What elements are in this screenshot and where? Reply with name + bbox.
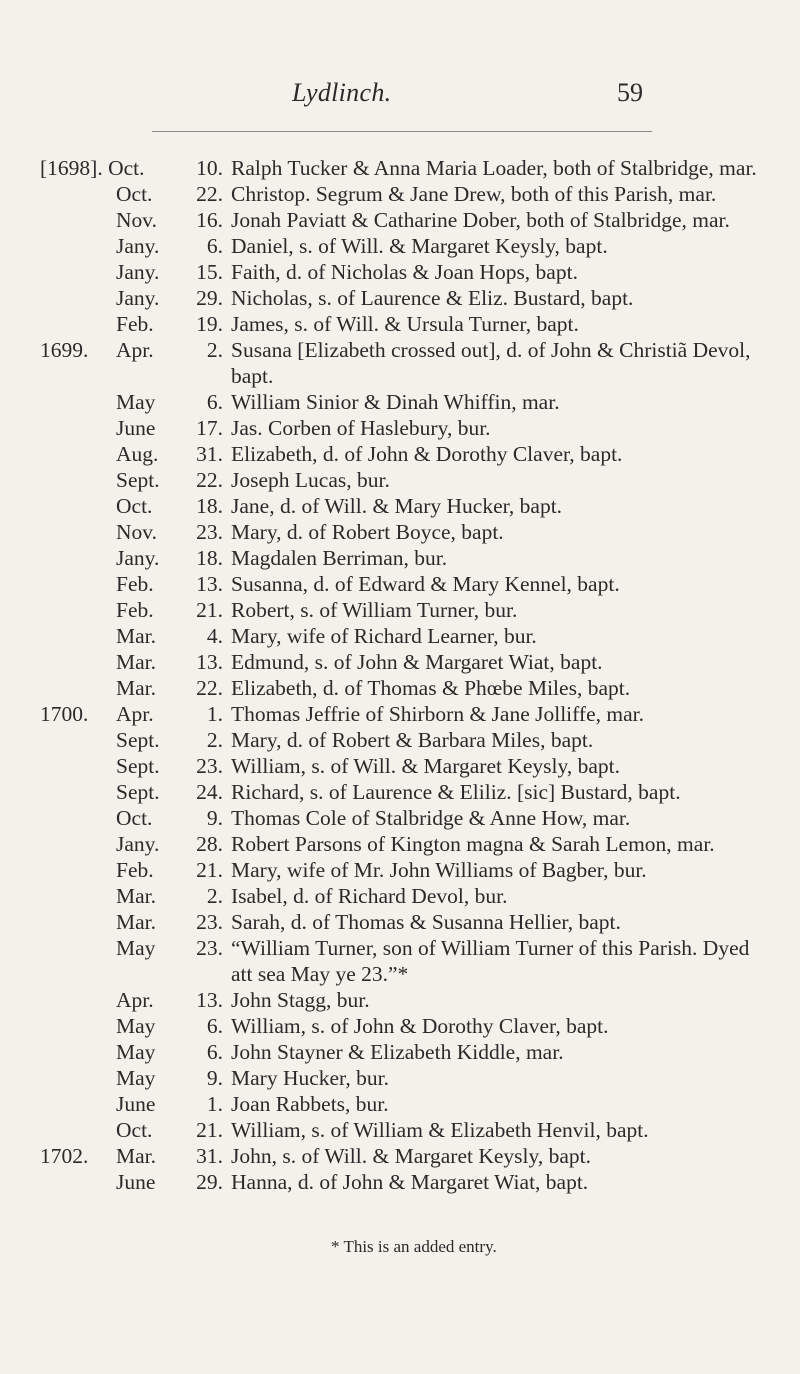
entry-day: 16.: [196, 208, 223, 232]
entry-day: 18.: [196, 494, 223, 518]
register-entry: [0, 1117, 800, 1143]
entry-text: Thomas Jeffrie of Shirborn & Jane Jolliffe, mar.: [231, 702, 644, 726]
entry-text: Jane, d. of Will. & Mary Hucker, bapt.: [231, 494, 563, 518]
entry-text: Joan Rabbets, bur.: [231, 1092, 389, 1116]
entry-month: May: [116, 1066, 156, 1090]
entry-text: John Stagg, bur.: [231, 988, 370, 1012]
entry-day: 21.: [196, 1118, 223, 1142]
margin-spacer: [0, 597, 40, 623]
entry-text: Nicholas, s. of Laurence & Eliz. Bustard, bapt.: [231, 286, 634, 310]
entry-text: Isabel, d. of Richard Devol, bur.: [231, 884, 508, 908]
entry-year: [40, 441, 116, 467]
entry-year: [40, 805, 116, 831]
entry-year: [40, 649, 116, 675]
margin-spacer: [0, 1117, 40, 1143]
margin-spacer: [0, 831, 40, 857]
register-entry: [0, 389, 800, 415]
entry-month: June: [116, 416, 156, 440]
entry-month: Apr.: [116, 988, 154, 1012]
entry-month: Mar.: [116, 624, 157, 648]
entry-month: May: [116, 936, 156, 960]
register-entry: [0, 155, 800, 181]
entry-day: 6.: [206, 1040, 223, 1064]
margin-spacer: [0, 493, 40, 519]
entry-month: Jany.: [116, 832, 160, 856]
margin-spacer: [0, 207, 40, 233]
entry-text: William, s. of William & Elizabeth Henvil, bapt.: [231, 1118, 649, 1142]
entry-year: [40, 831, 116, 857]
entry-text: Edmund, s. of John & Margaret Wiat, bapt.: [231, 650, 603, 674]
entry-text: John, s. of Will. & Margaret Keysly, bapt.: [231, 1144, 592, 1168]
margin-spacer: [0, 337, 40, 389]
entry-month: May: [116, 390, 156, 414]
register-entry: [0, 779, 800, 805]
entry-month: Mar.: [116, 676, 157, 700]
entry-month: Oct.: [116, 806, 153, 830]
entry-month: Jany.: [116, 286, 160, 310]
entry-day: 6.: [206, 390, 223, 414]
entry-day: 10.: [196, 156, 223, 180]
margin-spacer: [0, 727, 40, 753]
entry-day: 22.: [196, 676, 223, 700]
entry-text: Mary, d. of Robert & Barbara Miles, bapt.: [231, 728, 594, 752]
entry-text: Thomas Cole of Stalbridge & Anne How, mar.: [231, 806, 631, 830]
entry-year: [40, 519, 116, 545]
register-entry: [0, 857, 800, 883]
entry-day: 6.: [206, 1014, 223, 1038]
header-rule: [152, 131, 652, 132]
margin-spacer: [0, 1169, 40, 1195]
entry-month: Feb.: [116, 312, 154, 336]
entry-day: 23.: [196, 520, 223, 544]
page-header: [0, 78, 800, 118]
margin-spacer: [0, 1039, 40, 1065]
entry-text: William Sinior & Dinah Whiffin, mar.: [231, 390, 560, 414]
entry-day: 23.: [196, 754, 223, 778]
entry-year: [40, 207, 116, 233]
entry-text: Robert Parsons of Kington magna & Sarah Lemon, mar.: [231, 832, 715, 856]
entry-text: Robert, s. of William Turner, bur.: [231, 598, 518, 622]
register-entry: [0, 753, 800, 779]
entry-year: [40, 259, 116, 285]
entry-text: Mary, wife of Mr. John Williams of Bagber, bur.: [231, 858, 647, 882]
margin-spacer: [0, 779, 40, 805]
entry-month: Nov.: [116, 520, 158, 544]
entry-month: Feb.: [116, 572, 154, 596]
entry-text: John Stayner & Elizabeth Kiddle, mar.: [231, 1040, 564, 1064]
entry-text: Christop. Segrum & Jane Drew, both of this Parish, mar.: [231, 182, 717, 206]
margin-spacer: [0, 311, 40, 337]
entry-year: 1700.: [40, 702, 89, 726]
entry-day: 19.: [196, 312, 223, 336]
register-entry: [0, 181, 800, 207]
margin-spacer: [0, 675, 40, 701]
entry-month: Aug.: [116, 442, 159, 466]
entry-year: 1702.: [40, 1144, 89, 1168]
margin-spacer: [0, 259, 40, 285]
entry-day: 29.: [196, 286, 223, 310]
register-entry: [0, 1091, 800, 1117]
entry-text: Joseph Lucas, bur.: [231, 468, 390, 492]
entry-month: Jany.: [116, 546, 160, 570]
footnote: * This is an added entry.: [331, 1237, 497, 1256]
entry-day: 17.: [196, 416, 223, 440]
entry-day: 1.: [206, 702, 223, 726]
register-entry: [0, 467, 800, 493]
register-entry: [0, 883, 800, 909]
entry-day: 2.: [206, 884, 223, 908]
entry-year: [40, 285, 116, 311]
entry-text: Jas. Corben of Haslebury, bur.: [231, 416, 491, 440]
register-entry: [0, 701, 800, 727]
entry-day: 9.: [206, 1066, 223, 1090]
register-entry: [0, 1169, 800, 1195]
margin-spacer: [0, 701, 40, 727]
entry-year: [40, 181, 116, 207]
entry-day: 15.: [196, 260, 223, 284]
entry-month: [1698]. Oct.: [40, 156, 145, 180]
entry-day: 1.: [206, 1092, 223, 1116]
entry-month: Feb.: [116, 858, 154, 882]
entry-day: 6.: [206, 234, 223, 258]
entry-text: Mary, d. of Robert Boyce, bapt.: [231, 520, 504, 544]
register-entry: [0, 597, 800, 623]
register-entry: [0, 805, 800, 831]
entry-year: [40, 1039, 116, 1065]
margin-spacer: [0, 545, 40, 571]
register-entry: [0, 649, 800, 675]
register-entry: [0, 831, 800, 857]
margin-spacer: [0, 623, 40, 649]
margin-spacer: [0, 753, 40, 779]
entry-month: Oct.: [116, 494, 153, 518]
margin-spacer: [0, 389, 40, 415]
entry-year: [40, 545, 116, 571]
entry-month: Mar.: [116, 910, 157, 934]
entry-text: William, s. of John & Dorothy Claver, bapt.: [231, 1014, 609, 1038]
register-entry: [0, 909, 800, 935]
entry-year: [40, 623, 116, 649]
entry-text: Susanna, d. of Edward & Mary Kennel, bapt.: [231, 572, 620, 596]
entry-text: Richard, s. of Laurence & Eliliz. [sic] Bustard, bapt.: [231, 780, 681, 804]
margin-spacer: [0, 1013, 40, 1039]
entry-year: [40, 935, 116, 987]
entry-text: Susana [Elizabeth crossed out], d. of John & Christiã Devol, bapt.: [231, 338, 751, 388]
entry-month: Mar.: [116, 1144, 157, 1168]
page-number: 59: [617, 78, 643, 107]
entry-text: Ralph Tucker & Anna Maria Loader, both of Stalbridge, mar.: [231, 156, 757, 180]
entry-text: Magdalen Berriman, bur.: [231, 546, 448, 570]
entry-text: “William Turner, son of William Turner of this Parish. Dyed att sea May ye 23.”*: [231, 936, 750, 986]
register-entry: [0, 1013, 800, 1039]
entry-text: Sarah, d. of Thomas & Susanna Hellier, bapt.: [231, 910, 621, 934]
entry-month: Feb.: [116, 598, 154, 622]
entry-year: [40, 727, 116, 753]
entry-year: [40, 857, 116, 883]
margin-spacer: [0, 1143, 40, 1169]
entry-month: Apr.: [116, 338, 154, 362]
margin-spacer: [0, 649, 40, 675]
entry-day: 9.: [206, 806, 223, 830]
margin-spacer: [0, 571, 40, 597]
entry-year: [40, 311, 116, 337]
margin-spacer: [0, 1091, 40, 1117]
margin-spacer: [0, 987, 40, 1013]
entry-day: 21.: [196, 858, 223, 882]
entry-text: Hanna, d. of John & Margaret Wiat, bapt.: [231, 1170, 589, 1194]
margin-spacer: [0, 285, 40, 311]
entry-day: 31.: [196, 442, 223, 466]
entry-text: Faith, d. of Nicholas & Joan Hops, bapt.: [231, 260, 578, 284]
entry-text: Mary Hucker, bur.: [231, 1066, 389, 1090]
entry-month: Nov.: [116, 208, 158, 232]
register-entry: [0, 1065, 800, 1091]
entry-year: [40, 883, 116, 909]
margin-spacer: [0, 233, 40, 259]
entry-day: 29.: [196, 1170, 223, 1194]
entry-day: 21.: [196, 598, 223, 622]
entry-year: [40, 779, 116, 805]
entry-year: [40, 909, 116, 935]
entry-day: 13.: [196, 988, 223, 1012]
register-entry: [0, 987, 800, 1013]
margin-spacer: [0, 857, 40, 883]
register-entry: [0, 285, 800, 311]
margin-spacer: [0, 883, 40, 909]
register-entry: [0, 493, 800, 519]
register-entry: [0, 675, 800, 701]
entry-day: 4.: [206, 624, 223, 648]
entry-month: Mar.: [116, 650, 157, 674]
entry-year: [40, 233, 116, 259]
entry-year: [40, 571, 116, 597]
register-entry: [0, 519, 800, 545]
entry-year: [40, 597, 116, 623]
register-entry: [0, 337, 800, 389]
entry-day: 13.: [196, 572, 223, 596]
entry-year: 1699.: [40, 338, 89, 362]
margin-spacer: [0, 1065, 40, 1091]
margin-spacer: [0, 415, 40, 441]
margin-spacer: [0, 805, 40, 831]
margin-spacer: [0, 909, 40, 935]
register-entry: [0, 415, 800, 441]
entry-day: 22.: [196, 468, 223, 492]
entry-year: [40, 493, 116, 519]
register-entry: [0, 207, 800, 233]
entry-text: Elizabeth, d. of John & Dorothy Claver, bapt.: [231, 442, 623, 466]
entry-day: 22.: [196, 182, 223, 206]
entry-year: [40, 675, 116, 701]
margin-spacer: [0, 441, 40, 467]
register-entry: [0, 233, 800, 259]
entry-day: 2.: [206, 338, 223, 362]
entry-year: [40, 1013, 116, 1039]
entry-month: Mar.: [116, 884, 157, 908]
entry-year: [40, 753, 116, 779]
entry-day: 28.: [196, 832, 223, 856]
entry-month: May: [116, 1014, 156, 1038]
entry-year: [40, 467, 116, 493]
entry-month: Sept.: [116, 780, 160, 804]
entry-month: Sept.: [116, 754, 160, 778]
entry-year: [40, 1091, 116, 1117]
entry-month: Sept.: [116, 728, 160, 752]
margin-spacer: [0, 155, 40, 181]
entry-text: Elizabeth, d. of Thomas & Phœbe Miles, bapt.: [231, 676, 631, 700]
entry-year: [40, 1169, 116, 1195]
entry-day: 31.: [196, 1144, 223, 1168]
running-title: Lydlinch.: [292, 78, 392, 107]
entry-day: 23.: [196, 936, 223, 960]
entry-month: Jany.: [116, 234, 160, 258]
entry-day: 13.: [196, 650, 223, 674]
entry-year: [40, 987, 116, 1013]
margin-spacer: [0, 935, 40, 987]
entry-month: Jany.: [116, 260, 160, 284]
margin-spacer: [0, 181, 40, 207]
register-entry: [0, 935, 800, 987]
entry-text: Jonah Paviatt & Catharine Dober, both of Stalbridge, mar.: [231, 208, 730, 232]
register-entries: [0, 155, 800, 1195]
entry-month: Oct.: [116, 1118, 153, 1142]
entry-month: Oct.: [116, 182, 153, 206]
entry-text: James, s. of Will. & Ursula Turner, bapt.: [231, 312, 579, 336]
entry-text: Mary, wife of Richard Learner, bur.: [231, 624, 537, 648]
entry-year: [40, 415, 116, 441]
register-entry: [0, 259, 800, 285]
register-entry: [0, 1143, 800, 1169]
entry-text: William, s. of Will. & Margaret Keysly, bapt.: [231, 754, 620, 778]
entry-text: Daniel, s. of Will. & Margaret Keysly, bapt.: [231, 234, 608, 258]
entry-year: [40, 1065, 116, 1091]
entry-month: June: [116, 1092, 156, 1116]
register-entry: [0, 311, 800, 337]
entry-day: 2.: [206, 728, 223, 752]
register-entry: [0, 571, 800, 597]
entry-day: 23.: [196, 910, 223, 934]
entry-month: May: [116, 1040, 156, 1064]
entry-month: June: [116, 1170, 156, 1194]
entry-year: [40, 1117, 116, 1143]
entry-month: Apr.: [116, 702, 154, 726]
register-entry: [0, 441, 800, 467]
entry-day: 24.: [196, 780, 223, 804]
margin-spacer: [0, 519, 40, 545]
entry-month: Sept.: [116, 468, 160, 492]
register-entry: [0, 623, 800, 649]
register-entry: [0, 1039, 800, 1065]
margin-spacer: [0, 467, 40, 493]
entry-day: 18.: [196, 546, 223, 570]
entry-year: [40, 389, 116, 415]
register-entry: [0, 727, 800, 753]
register-entry: [0, 545, 800, 571]
